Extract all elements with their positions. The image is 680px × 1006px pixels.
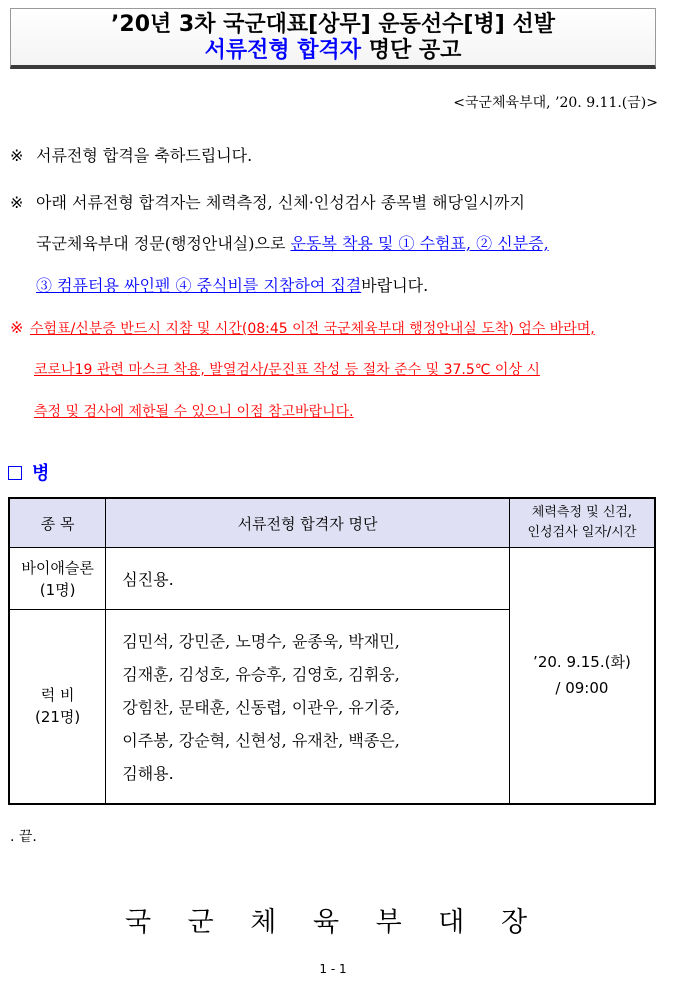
warning-text-3: 측정 및 검사에 제한될 수 있으니 이점 참고바랍니다.: [34, 404, 354, 420]
congrats-text: 서류전형 합격을 축하드립니다.: [36, 146, 253, 165]
name-line: 이주봉, 강순혁, 신현성, 유재찬, 백종은,: [122, 730, 400, 750]
reference-mark-icon: ※: [10, 146, 24, 165]
category-cell: [9, 610, 106, 804]
header-category: 종 목: [9, 498, 106, 548]
header-schedule-line-1: 체력측정 및 신검,: [531, 505, 633, 520]
names-cell: [106, 548, 510, 610]
instructions-text-2: 국군체육부대 정문(행정안내실)으로: [36, 234, 291, 253]
signature: 국 군 체 육 부 대 장: [124, 907, 542, 938]
instructions-items-2: ③ 컴퓨터용 싸인펜 ④ 중식비를 지참하여 집결: [36, 276, 362, 295]
schedule-time: / 09:00: [555, 679, 609, 698]
warning-line-2: [34, 359, 540, 380]
note-congrats: [10, 146, 252, 166]
section-label: 병: [32, 463, 50, 484]
name-line: 강힘찬, 문태훈, 신동렵, 이관우, 유기중,: [122, 697, 400, 717]
category-count: (21명): [34, 708, 81, 727]
name-line: 김재훈, 김성호, 유승후, 김영호, 김휘웅,: [122, 664, 400, 684]
schedule-cell: [509, 548, 655, 804]
name-line: 김민석, 강민준, 노명수, 윤종욱, 박재민,: [122, 631, 400, 651]
names-cell: [106, 610, 510, 804]
name-line: 김해용.: [122, 763, 174, 783]
category-name: 바이애슬론: [21, 558, 94, 577]
note-instructions-line-3: [36, 276, 428, 296]
reference-mark-icon: ※: [10, 193, 24, 212]
title-line-2: [11, 38, 655, 64]
header-schedule: [509, 498, 655, 548]
warning-text-1: 수험표/신분증 반드시 지참 및 시간(08:45 이전 국군체육부대 행정안내실 도착) 엄수 바라며,: [30, 321, 595, 337]
warning-mark-icon: ※: [10, 318, 24, 337]
category-cell: [9, 548, 106, 610]
schedule-date: ’20. 9.15.(화): [533, 653, 631, 672]
category-count: (1명): [39, 580, 76, 599]
roster-table: [8, 497, 656, 805]
title-box: [10, 8, 656, 69]
warning-text-2: 코로나19 관련 마스크 착용, 발열검사/문진표 작성 등 절차 준수 및 37.5℃ 이상 시: [34, 362, 540, 378]
instructions-text-3: 바랍니다.: [361, 276, 429, 295]
instructions-items-1: 운동복 착용 및 ① 수험표, ② 신분증,: [290, 234, 549, 253]
instructions-text-1: 아래 서류전형 합격자는 체력측정, 신체·인성검사 종목별 해당일시까지: [36, 193, 525, 212]
warning-line-1: [10, 318, 595, 339]
note-instructions-line-2: [36, 234, 549, 254]
names-list: [122, 615, 509, 798]
issuer-date: <국군체육부대, ’20. 9.11.(금)>: [453, 95, 658, 111]
end-mark: . 끝.: [10, 829, 37, 845]
section-heading: [8, 459, 49, 485]
table-row: [9, 548, 655, 610]
header-schedule-line-2: 인성검사 일자/시간: [527, 525, 637, 540]
title-line-1: ’20년 3차 국군대표[상무] 운동선수[병] 선발: [111, 12, 555, 37]
note-instructions-line-1: [10, 193, 525, 213]
category-name: 럭 비: [40, 686, 75, 705]
header-names: 서류전형 합격자 명단: [106, 498, 510, 548]
warning-line-3: [34, 401, 354, 422]
title-suffix: 명단 공고: [361, 38, 462, 63]
title-highlight: 서류전형 합격자: [204, 38, 362, 63]
table-header-row: [9, 498, 655, 548]
checkbox-square-icon: [8, 466, 22, 480]
page-number: 1 - 1: [319, 962, 347, 976]
name-line: 심진용.: [122, 570, 174, 589]
